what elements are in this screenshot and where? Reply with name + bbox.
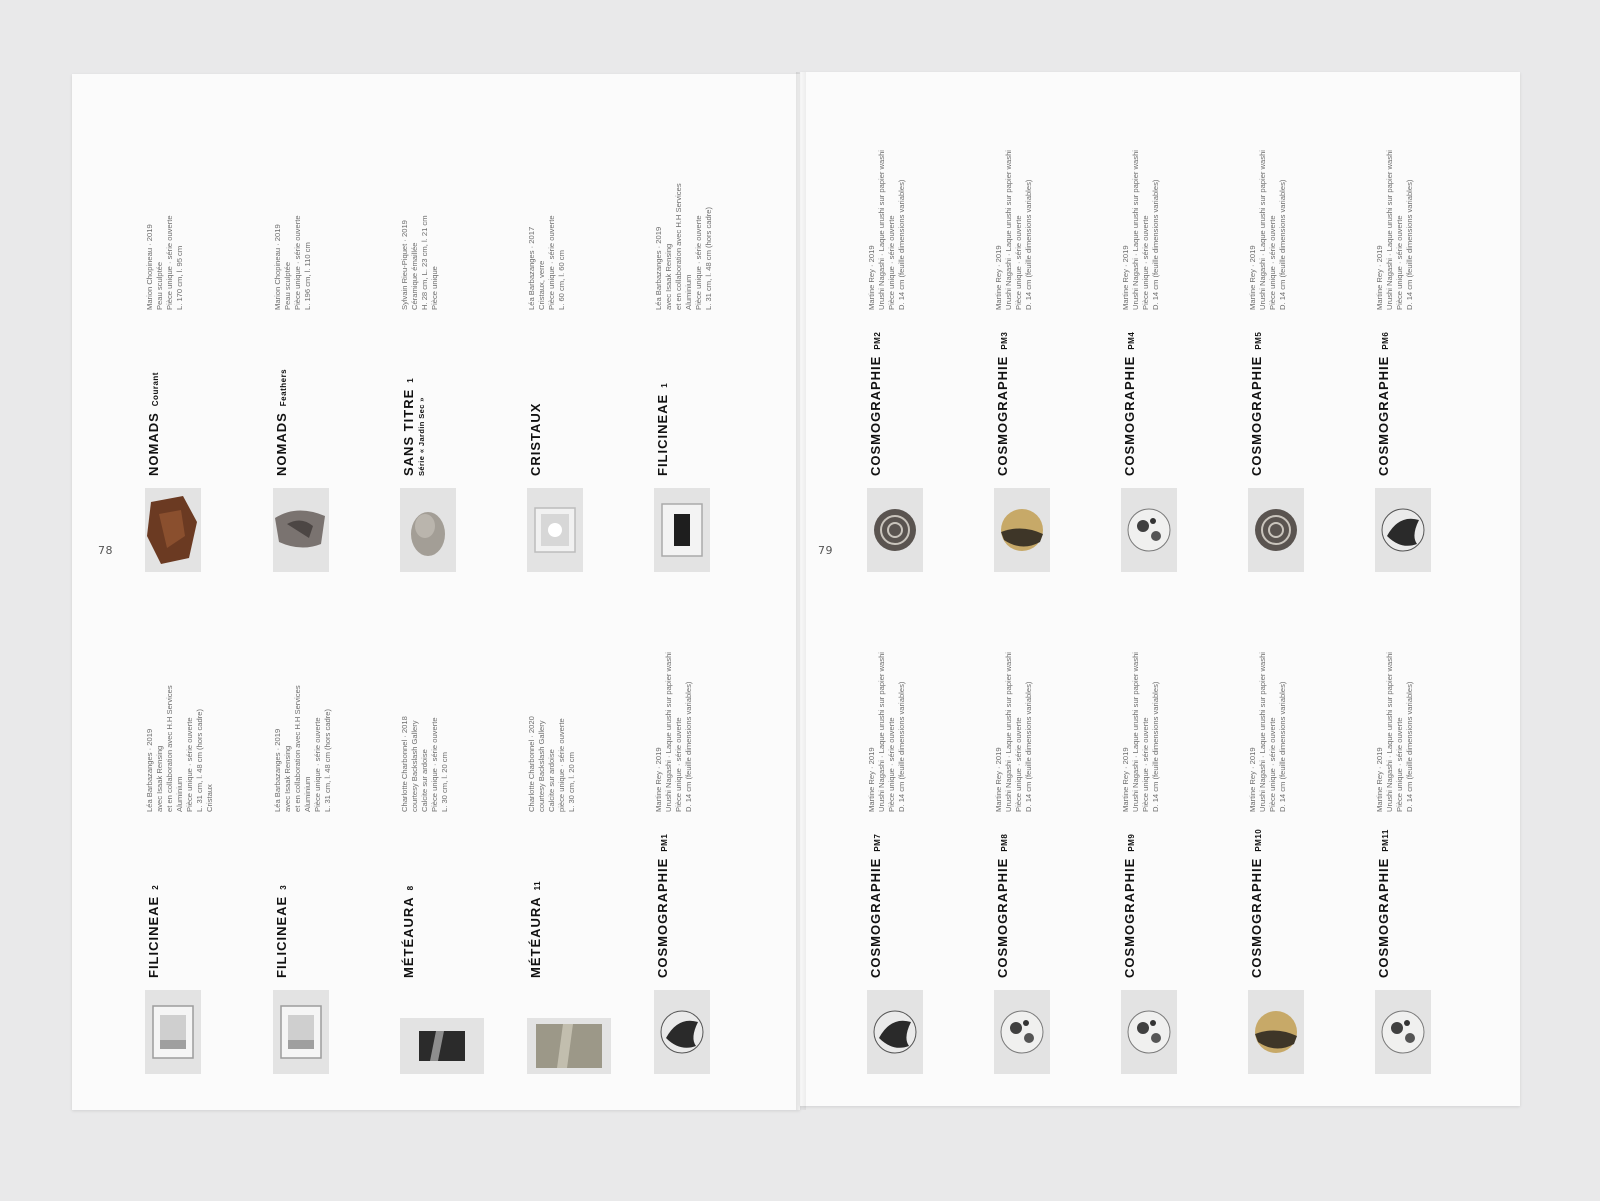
artwork-detail-line: L. 196 cm, l. 110 cm xyxy=(303,242,312,310)
artwork-detail-line: Céramique émaillée xyxy=(410,242,419,310)
artwork-detail-line: Martine Rey · 2019 xyxy=(994,245,1003,310)
artwork-thumbnail xyxy=(994,990,1050,1074)
artwork-subtitle: PM4 xyxy=(1127,331,1136,350)
artwork-title-block xyxy=(143,885,162,978)
artwork-title: NOMADS xyxy=(274,412,289,476)
artwork-detail-line: D. 14 cm (feuille dimensions variables) xyxy=(1024,681,1033,812)
artwork-subtitle: PM10 xyxy=(1254,828,1263,852)
artwork-detail-line: Urushi Nagashi · Laque urushi sur papier washi xyxy=(664,652,673,812)
artwork-title: COSMOGRAPHIE xyxy=(1376,355,1391,476)
artwork-details xyxy=(1375,652,1415,812)
artwork-title: COSMOGRAPHIE xyxy=(868,857,883,978)
artwork-thumbnail xyxy=(273,488,329,572)
artwork-detail-line: Cristaux, verre xyxy=(537,260,546,310)
artwork-subtitle: Courant xyxy=(151,372,160,407)
artwork-thumbnail xyxy=(1248,488,1304,572)
artwork-detail-line: Pièce unique · série ouverte xyxy=(293,215,302,310)
artwork-detail-line: L. 60 cm, l. 60 cm xyxy=(557,250,566,310)
artwork-detail-line: Martine Rey · 2019 xyxy=(994,747,1003,812)
artwork-title: FILICINEAE xyxy=(146,895,161,978)
artwork-detail-line: Pièce unique · série ouverte xyxy=(1395,717,1404,812)
artwork-detail-line: Charlotte Charbonnel · 2020 xyxy=(527,716,536,812)
artwork-detail-line: Marion Chopineau · 2019 xyxy=(145,224,154,310)
artwork-detail-line: Martine Rey · 2019 xyxy=(1375,747,1384,812)
artwork-thumbnail xyxy=(1375,990,1431,1074)
artwork-detail-line: Martine Rey · 2019 xyxy=(1248,245,1257,310)
artwork-detail-line: Urushi Nagashi · Laque urushi sur papier washi xyxy=(1258,652,1267,812)
artwork-detail-line: Léa Barbazanges · 2019 xyxy=(145,728,154,812)
artwork-title-block xyxy=(992,834,1011,978)
artwork-details xyxy=(867,652,907,812)
artwork-detail-line: Pièce unique · série ouverte xyxy=(1141,717,1150,812)
artwork-details xyxy=(1248,652,1288,812)
artwork-title-block xyxy=(1246,332,1265,476)
artwork-detail-line: Pièce unique · série ouverte xyxy=(1268,215,1277,310)
artwork-details xyxy=(1121,150,1161,310)
artwork-title: SANS TITRE xyxy=(401,388,416,476)
artwork-details xyxy=(273,215,313,310)
artwork-detail-line: Pièce unique xyxy=(430,266,439,310)
artwork-title-block xyxy=(865,332,884,476)
artwork-detail-line: Pièce unique · série ouverte xyxy=(1014,717,1023,812)
artwork-detail-line: Pièce unique · série ouverte xyxy=(1014,215,1023,310)
artwork-subtitle: 1 xyxy=(660,382,669,388)
artwork-detail-line: et en collaboration avec H.H Services xyxy=(293,685,302,812)
artwork-title: CRISTAUX xyxy=(528,402,543,476)
artwork-detail-line: L. 31 cm, l. 48 cm (hors cadre) xyxy=(704,207,713,310)
artwork-thumbnail xyxy=(1375,488,1431,572)
artwork-detail-line: Léa Barbazanges · 2017 xyxy=(527,226,536,310)
artwork-title: COSMOGRAPHIE xyxy=(1376,857,1391,978)
artwork-title-block xyxy=(398,378,426,476)
artwork-subtitle: PM8 xyxy=(1000,833,1009,852)
artwork-details xyxy=(145,215,185,310)
artwork-title: COSMOGRAPHIE xyxy=(995,355,1010,476)
artwork-detail-line: et en collaboration avec H.H Services xyxy=(165,685,174,812)
artwork-detail-line: D. 14 cm (feuille dimensions variables) xyxy=(1405,681,1414,812)
artwork-thumbnail xyxy=(527,1018,611,1074)
artwork-detail-line: Léa Barbazanges · 2019 xyxy=(273,728,282,812)
artwork-detail-line: Sylvain Rieu-Piquet · 2019 xyxy=(400,220,409,310)
artwork-detail-line: Pièce unique · série ouverte xyxy=(1141,215,1150,310)
artwork-subtitle: 1 xyxy=(406,377,415,383)
artwork-title: COSMOGRAPHIE xyxy=(868,355,883,476)
artwork-title-block xyxy=(1373,829,1392,978)
artwork-details xyxy=(994,150,1034,310)
artwork-title: COSMOGRAPHIE xyxy=(1249,355,1264,476)
artwork-subtitle: PM5 xyxy=(1254,331,1263,350)
artwork-detail-line: et en collaboration avec H.H Services xyxy=(674,183,683,310)
artwork-details xyxy=(145,685,215,812)
artwork-detail-line: D. 14 cm (feuille dimensions variables) xyxy=(1278,681,1287,812)
artwork-detail-line: Urushi Nagashi · Laque urushi sur papier washi xyxy=(1385,652,1394,812)
artwork-thumbnail xyxy=(527,488,583,572)
artwork-detail-line: Pièce unique · série ouverte xyxy=(185,717,194,812)
artwork-details xyxy=(867,150,907,310)
artwork-thumbnail xyxy=(994,488,1050,572)
artwork-detail-line: Urushi Nagashi · Laque urushi sur papier washi xyxy=(1004,150,1013,310)
artwork-detail-line: D. 14 cm (feuille dimensions variables) xyxy=(897,681,906,812)
artwork-thumbnail xyxy=(1121,488,1177,572)
artwork-thumbnail xyxy=(1248,990,1304,1074)
artwork-details xyxy=(400,215,440,310)
artwork-thumbnail xyxy=(400,1018,484,1074)
artwork-detail-line: Aluminium xyxy=(175,776,184,812)
artwork-title: FILICINEAE xyxy=(655,393,670,476)
artwork-details xyxy=(400,716,450,812)
artwork-detail-line: Peau sculptée xyxy=(155,261,164,310)
artwork-detail-line: Pièce unique · série ouverte xyxy=(430,717,439,812)
artwork-detail-line: courtesy Backslash Gallery xyxy=(537,720,546,812)
artwork-detail-line: courtesy Backslash Gallery xyxy=(410,720,419,812)
artwork-detail-line: Calcite sur ardoise xyxy=(547,749,556,812)
artwork-detail-line: D. 14 cm (feuille dimensions variables) xyxy=(1024,179,1033,310)
artwork-detail-line: L. 31 cm, l. 48 cm (hors cadre) xyxy=(323,709,332,812)
artwork-title-block xyxy=(652,383,671,476)
artwork-detail-line: D. 14 cm (feuille dimensions variables) xyxy=(897,179,906,310)
artwork-title: MÉTÉAURA xyxy=(528,896,543,978)
artwork-subtitle: Feathers xyxy=(279,368,288,407)
artwork-detail-line: Urushi Nagashi · Laque urushi sur papier washi xyxy=(1004,652,1013,812)
artwork-thumbnail xyxy=(867,990,923,1074)
artwork-title-block xyxy=(1246,829,1265,978)
artwork-detail-line: D. 14 cm (feuille dimensions variables) xyxy=(1405,179,1414,310)
artwork-thumbnail xyxy=(867,488,923,572)
artwork-subtitle: PM7 xyxy=(873,833,882,852)
artwork-detail-line: avec Isaak Rensing xyxy=(283,745,292,812)
artwork-title-block xyxy=(652,834,671,978)
artwork-detail-line: D. 14 cm (feuille dimensions variables) xyxy=(1151,179,1160,310)
artwork-title-block xyxy=(525,881,544,978)
artwork-title-block xyxy=(1373,332,1392,476)
artwork-details xyxy=(1375,150,1415,310)
artwork-detail-line: Aluminium xyxy=(684,274,693,310)
artwork-detail-line: Calcite sur ardoise xyxy=(420,749,429,812)
artwork-detail-line: Martine Rey · 2019 xyxy=(867,747,876,812)
artwork-title: MÉTÉAURA xyxy=(401,896,416,978)
artwork-details xyxy=(1248,150,1288,310)
artwork-thumbnail xyxy=(145,488,201,572)
artwork-title-block xyxy=(398,885,417,978)
artwork-thumbnail xyxy=(400,488,456,572)
artwork-detail-line: Urushi Nagashi · Laque urushi sur papier washi xyxy=(1385,150,1394,310)
artwork-subtitle: PM3 xyxy=(1000,331,1009,350)
artwork-detail-line: Cristaux xyxy=(205,784,214,812)
artwork-title-block xyxy=(865,834,884,978)
artwork-subtitle: PM2 xyxy=(873,331,882,350)
artwork-subtitle: PM11 xyxy=(1381,829,1390,852)
artwork-detail-line: Pièce unique · série ouverte xyxy=(313,717,322,812)
artwork-subtitle: 11 xyxy=(533,880,542,891)
artwork-detail-line: Urushi Nagashi · Laque urushi sur papier washi xyxy=(877,150,886,310)
artwork-title-block xyxy=(271,885,290,978)
artwork-title-block xyxy=(271,369,290,476)
artwork-detail-line: Léa Barbazanges · 2019 xyxy=(654,226,663,310)
artwork-title: FILICINEAE xyxy=(274,895,289,978)
artwork-thumbnail xyxy=(654,990,710,1074)
artwork-detail-line: D. 14 cm (feuille dimensions variables) xyxy=(1151,681,1160,812)
artwork-detail-line: Martine Rey · 2019 xyxy=(1375,245,1384,310)
artwork-details xyxy=(1121,652,1161,812)
artwork-detail-line: pièce unique · série ouverte xyxy=(557,718,566,812)
artwork-details xyxy=(654,183,714,310)
artwork-title: COSMOGRAPHIE xyxy=(995,857,1010,978)
artwork-title: COSMOGRAPHIE xyxy=(655,857,670,978)
artwork-detail-line: Pièce unique · série ouverte xyxy=(547,215,556,310)
artwork-detail-line: Aluminium xyxy=(303,776,312,812)
artwork-title-block xyxy=(1119,332,1138,476)
artwork-detail-line: Pièce unique · série ouverte xyxy=(887,215,896,310)
artwork-detail-line: Urushi Nagashi · Laque urushi sur papier washi xyxy=(1131,652,1140,812)
artwork-detail-line: L. 30 cm, l. 20 cm xyxy=(440,752,449,812)
artwork-thumbnail xyxy=(145,990,201,1074)
spine-shadow xyxy=(796,72,806,1110)
artwork-detail-line: Martine Rey · 2019 xyxy=(867,245,876,310)
artwork-series: Série « Jardin Sec » xyxy=(417,397,426,476)
artwork-detail-line: Urushi Nagashi · Laque urushi sur papier washi xyxy=(1258,150,1267,310)
artwork-detail-line: Martine Rey · 2019 xyxy=(1121,747,1130,812)
artwork-detail-line: Martine Rey · 2019 xyxy=(1121,245,1130,310)
artwork-detail-line: Martine Rey · 2019 xyxy=(1248,747,1257,812)
artwork-detail-line: avec Isaak Rensing xyxy=(664,243,673,310)
artwork-thumbnail xyxy=(654,488,710,572)
artwork-subtitle: PM9 xyxy=(1127,833,1136,852)
artwork-detail-line: Pièce unique · série ouverte xyxy=(674,717,683,812)
artwork-thumbnail xyxy=(273,990,329,1074)
artwork-detail-line: D. 14 cm (feuille dimensions variables) xyxy=(1278,179,1287,310)
artwork-title-block xyxy=(1119,834,1138,978)
artwork-details xyxy=(273,685,333,812)
artwork-subtitle: 8 xyxy=(406,885,415,891)
artwork-subtitle: PM6 xyxy=(1381,331,1390,350)
artwork-detail-line: avec Isaak Rensing xyxy=(155,745,164,812)
artwork-detail-line: L. 31 cm, l. 48 cm (hors cadre) xyxy=(195,709,204,812)
artwork-subtitle: PM1 xyxy=(660,833,669,852)
artwork-details xyxy=(527,716,577,812)
artwork-detail-line: Pièce unique · série ouverte xyxy=(165,215,174,310)
artwork-details xyxy=(654,652,694,812)
artwork-detail-line: Pièce unique · série ouverte xyxy=(887,717,896,812)
artwork-title-block xyxy=(992,332,1011,476)
artwork-detail-line: Martine Rey · 2019 xyxy=(654,747,663,812)
artwork-detail-line: Urushi Nagashi · Laque urushi sur papier washi xyxy=(877,652,886,812)
artwork-detail-line: Pièce unique · série ouverte xyxy=(1268,717,1277,812)
artwork-detail-line: Peau sculptée xyxy=(283,261,292,310)
artwork-title: COSMOGRAPHIE xyxy=(1122,355,1137,476)
artwork-detail-line: L. 170 cm, l. 95 cm xyxy=(175,245,184,310)
artwork-subtitle: 3 xyxy=(279,884,288,890)
artwork-detail-line: D. 14 cm (feuille dimensions variables) xyxy=(684,681,693,812)
artwork-title-block xyxy=(525,403,544,476)
artwork-title: COSMOGRAPHIE xyxy=(1249,857,1264,978)
artwork-detail-line: Marion Chopineau · 2019 xyxy=(273,224,282,310)
artwork-detail-line: Pièce unique · série ouverte xyxy=(1395,215,1404,310)
artwork-title: NOMADS xyxy=(146,412,161,476)
artwork-details xyxy=(994,652,1034,812)
page-number: 78 xyxy=(98,544,113,557)
artwork-detail-line: L. 30 cm, l. 20 cm xyxy=(567,752,576,812)
artwork-thumbnail xyxy=(1121,990,1177,1074)
artwork-details xyxy=(527,215,567,310)
artwork-detail-line: Charlotte Charbonnel · 2018 xyxy=(400,716,409,812)
artwork-subtitle: 2 xyxy=(151,884,160,890)
artwork-detail-line: Pièce unique · série ouverte xyxy=(694,215,703,310)
page-number: 79 xyxy=(818,544,833,557)
artwork-detail-line: H. 28 cm, L. 23 cm, l. 21 cm xyxy=(420,215,429,310)
artwork-detail-line: Urushi Nagashi · Laque urushi sur papier washi xyxy=(1131,150,1140,310)
artwork-title: COSMOGRAPHIE xyxy=(1122,857,1137,978)
artwork-title-block xyxy=(143,372,162,476)
